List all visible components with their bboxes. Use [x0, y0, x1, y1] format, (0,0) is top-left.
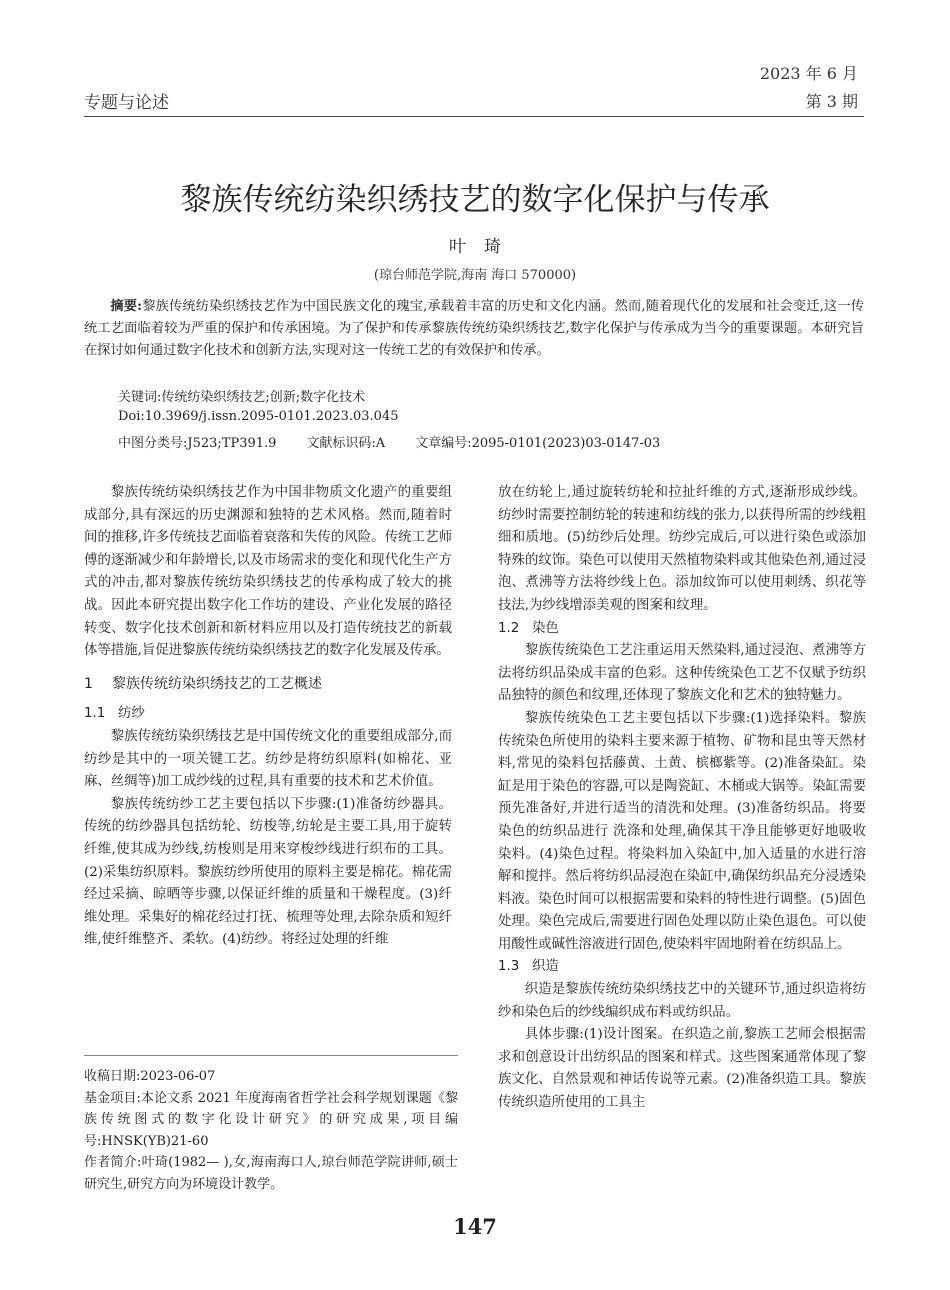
paragraph: 织造是黎族传统纺染织绣技艺中的关键环节,通过织造将纺纱和染色后的纱线编织成布料或纺织品。 — [498, 982, 866, 1020]
paper-title: 黎族传统纺染织绣技艺的数字化保护与传承 — [180, 182, 770, 218]
right-column — [498, 482, 866, 1115]
subsection-heading-1-3 — [498, 956, 866, 979]
paragraph: 具体步骤:(1)设计图案。在织造之前,黎族工艺师会根据需求和创意设计出纺织品的图案和样式。这些图案通常体现了黎族文化、自然景观和神话传说等元素。(2)准备织造工具。黎族传统织造所使用的工具主 — [498, 1027, 866, 1111]
paragraph: 黎族传统纺纱工艺主要包括以下步骤:(1)准备纺纱器具。传统的纺纱器具包括纺轮、纺梭等,纺轮是主要工具,用于旋转纤维,使其成为纱线,纺梭则是用来穿梭纱线进行织布的工具。(2)采集纺织原料。黎族纺纱所使用的原料主要是棉花。棉花需经过采摘、晾晒等步骤,以保证纤维的质量和干燥程度。(3)纤维处理。采集好的棉花经过打抚、梳理等处理,去除杂质和短纤维,使纤维整齐、柔软。(4)纺纱。将经过处理的纤维 — [84, 796, 452, 948]
keywords: 关键词:传统纺染织绣技艺;创新;数字化技术 — [118, 390, 366, 405]
section-title: 黎族传统纺染织绣技艺的工艺概述 — [112, 675, 322, 692]
subsection-title: 织造 — [532, 959, 559, 975]
issue-info — [760, 60, 858, 116]
doi: Doi:10.3969/j.issn.2095-0101.2023.03.045 — [118, 409, 399, 424]
paragraph-continued: 放在纺轮上,通过旋转纺轮和拉扯纤维的方式,逐渐形成纱线。纺纱时需要控制纺轮的转速和纺线的张力,以获得所需的纱线粗细和质地。(5)纺纱后处理。纺纱完成后,可以进行染色或添加特殊的纹饰。染色可以使用天然植物染料或其他染色剂,通过浸泡、煮沸等方法将纱线上色。添加纹饰可以使用刺绣、织花等技法,为纱线增添美观的图案和纹理。 — [498, 485, 866, 613]
author-affiliation: (琼台师范学院,海南 海口 570000) — [373, 268, 577, 283]
subsection-title: 纺纱 — [118, 706, 145, 722]
subsection-heading-1-1 — [84, 703, 452, 726]
author-bio: 作者简介:叶琦(1982— ),女,海南海口人,琼台师范学院讲师,硕士研究生,研究方向为环境设计教学。 — [84, 1155, 458, 1192]
clc-number: 中图分类号:J523;TP391.9 — [118, 436, 277, 451]
classification-line — [118, 432, 660, 451]
paragraph: 黎族传统纺染织绣技艺是中国传统文化的重要组成部分,而纺纱是其中的一项关键工艺。纺纱是将纺织原料(如棉花、亚麻、丝绸等)加工成纱线的过程,具有重要的技术和艺术价值。 — [84, 728, 452, 790]
article-number: 文章编号:2095-0101(2023)03-0147-03 — [415, 436, 661, 451]
abstract-text: 黎族传统纺染织绣技艺作为中国民族文化的瑰宝,承载着丰富的历史和文化内涵。然而,随着现代化的发展和社会变迁,这一传统工艺面临着较为严重的保护和传承困境。为了保护和传承黎族传统纺染织绣技艺,数字化保护与传承成为当今的重要课题。本研究旨在探讨如何通过数字化技术和创新方法,实现对这一传统工艺的有效保护和传承。 — [84, 299, 864, 358]
header-divider — [84, 116, 864, 117]
section-heading-1 — [84, 673, 452, 696]
footnotes — [84, 1066, 458, 1195]
subsection-title: 染色 — [532, 620, 559, 636]
left-column — [84, 482, 452, 952]
paragraph: 黎族传统染色工艺注重运用天然染料,通过浸泡、煮沸等方法将纺织品染成丰富的色彩。这种传统染色工艺不仅赋予纺织品独特的颜色和纹理,还体现了黎族文化和艺术的独特魅力。 — [498, 643, 866, 704]
abstract-label: 摘要: — [110, 299, 143, 314]
fund-project: 基金项目:本论文系 2021 年度海南省哲学社会科学规划课题《黎族传统图式的数字化设计研究》的研究成果,项目编号:HNSK(YB)21-60 — [84, 1090, 458, 1149]
issue-number: 第 3 期 — [805, 92, 858, 111]
journal-section-label: 专题与论述 — [84, 93, 169, 113]
page-number: 147 — [453, 1214, 497, 1239]
document-code: 文献标识码:A — [306, 436, 386, 451]
footnote-divider — [84, 1055, 458, 1056]
subsection-number: 1.2 — [498, 620, 520, 636]
subsection-heading-1-2 — [498, 618, 866, 641]
section-number: 1 — [84, 675, 93, 692]
subsection-number: 1.1 — [84, 706, 106, 722]
paragraph: 黎族传统染色工艺主要包括以下步骤:(1)选择染料。黎族传统染色所使用的染料主要来源于植物、矿物和昆虫等天然材料,常见的染料包括藤黄、土黄、槟榔紫等。(2)准备染缸。染缸是用于染色的容器,可以是陶瓷缸、木桶或大锅等。染缸需要预先准备好,并进行适当的清洗和处理。(3)准备纺织品。将要染色的纺织品进行 洗涤和处理,确保其干净且能够更好地吸收染料。(4)染色过程。将染料加入染缸中,加入适量的水进行溶解和搅拌。然后将纺织品浸泡在染缸中,确保纺织品充分浸透染料液。染色时间可以根据需要和染料的特性进行调整。(5)固色处理。染色完成后,需要进行固色处理以防止染色退色。可以使用酸性或碱性溶液进行固色,使染料牢固地附着在纺织品上。 — [498, 710, 866, 952]
issue-date: 2023 年 6 月 — [759, 64, 858, 83]
abstract — [84, 296, 864, 362]
subsection-number: 1.3 — [498, 959, 520, 975]
intro-paragraph: 黎族传统纺染织绣技艺作为中国非物质文化遗产的重要组成部分,具有深远的历史渊源和独特的艺术风格。然而,随着时间的推移,许多传统技艺面临着衰落和失传的风险。传统工艺师傅的逐渐减少和年龄增长,以及市场需求的变化和现代化生产方式的冲击,都对黎族传统纺染织绣技艺的传承构成了较大的挑战。因此本研究提出数字化工作坊的建设、产业化发展的路径转变、数字化技术创新和新材料应用以及打造传统技艺的新载体等措施,旨促进黎族传统纺染织绣技艺的数字化发展及传承。 — [84, 485, 452, 659]
paper-author: 叶琦 — [449, 237, 519, 257]
received-date: 收稿日期:2023-06-07 — [84, 1069, 216, 1084]
